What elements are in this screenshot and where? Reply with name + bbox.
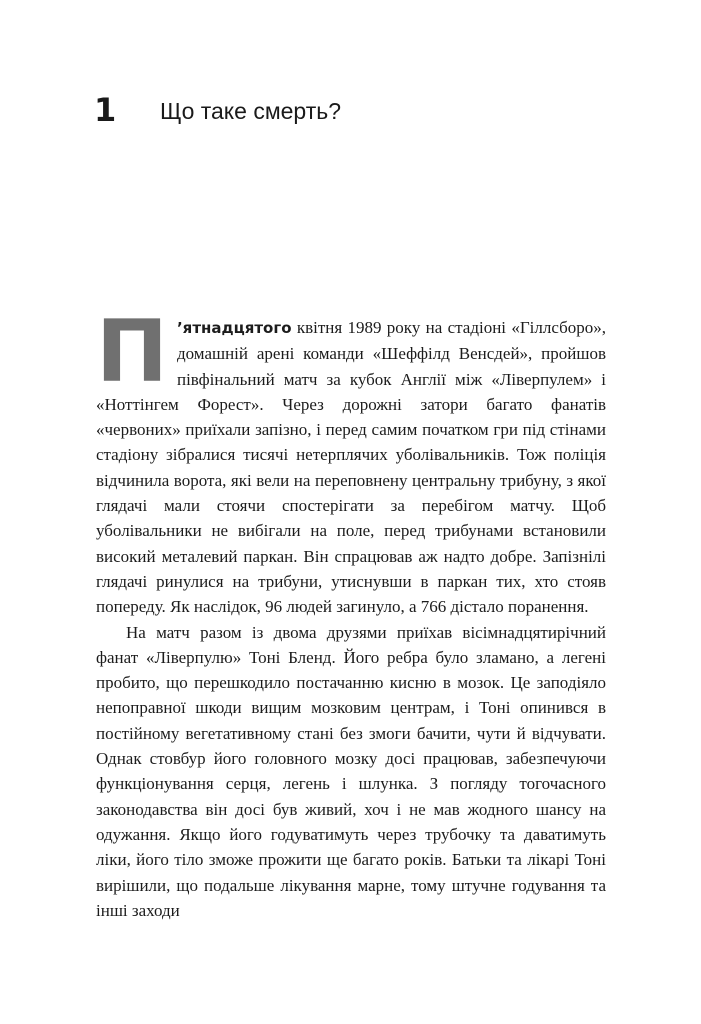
lead-in-word: ’ятнадцятого	[176, 319, 292, 337]
paragraph-1-text: квітня 1989 року на стадіоні «Гіллсборо», домашній арені команди «Шеффілд Венсдей», пройшов півфінальний матч за кубок Англії між «Ліверпулем» і «Ноттінгем Форест». Через дорожні затори багато фанатів «червоних» приїхали запізно, і перед самим початком гри під стінами стадіону зібралися тисячі нетерплячих уболівальників. Тож поліція відчинила ворота, які вели на переповнену центральну трибуну, з якої глядачі мали стоячи спостерігати за перебігом матчу. Щоб уболівальники не вибігали на поле, перед трибунами встановили високий металевий паркан. Він спрацював аж надто добре. Запізнілі глядачі ринулися на трибуни, утиснувши в паркан тих, хто стояв попереду. Як наслідок, 96 людей загинуло, а 766 дістало поранення.	[96, 318, 606, 617]
chapter-title: Що таке смерть?	[160, 98, 342, 124]
paragraph-1	[96, 302, 606, 620]
chapter-header	[94, 90, 614, 130]
chapter-number: 1	[94, 91, 117, 129]
drop-cap: П	[96, 302, 168, 402]
chapter-body	[96, 302, 606, 923]
paragraph-2: На матч разом із двома друзями приїхав вісімнадцятирічний фанат «Ліверпулю» Тоні Бленд. Його ребра було зламано, а легені пробито, що перешкодило постачанню кисню в мозок. Це заподіяло непоправної шкоди вищим мозковим центрам, і Тоні опинився в постійному вегетативному стані без змоги бачити, чути й відчувати. Однак стовбур його головного мозку досі працював, забезпечуючи функціонування серця, легень і шлунка. З погляду тогочасного законодавства він досі був живий, хоч і не мав жодного шансу на одужання. Якщо його годуватимуть через трубочку та даватимуть ліки, його тіло зможе прожити ще багато років. Батьки та лікарі Тоні вирішили, що подальше лікування марне, тому штучне годування та інші заходи	[96, 622, 606, 920]
